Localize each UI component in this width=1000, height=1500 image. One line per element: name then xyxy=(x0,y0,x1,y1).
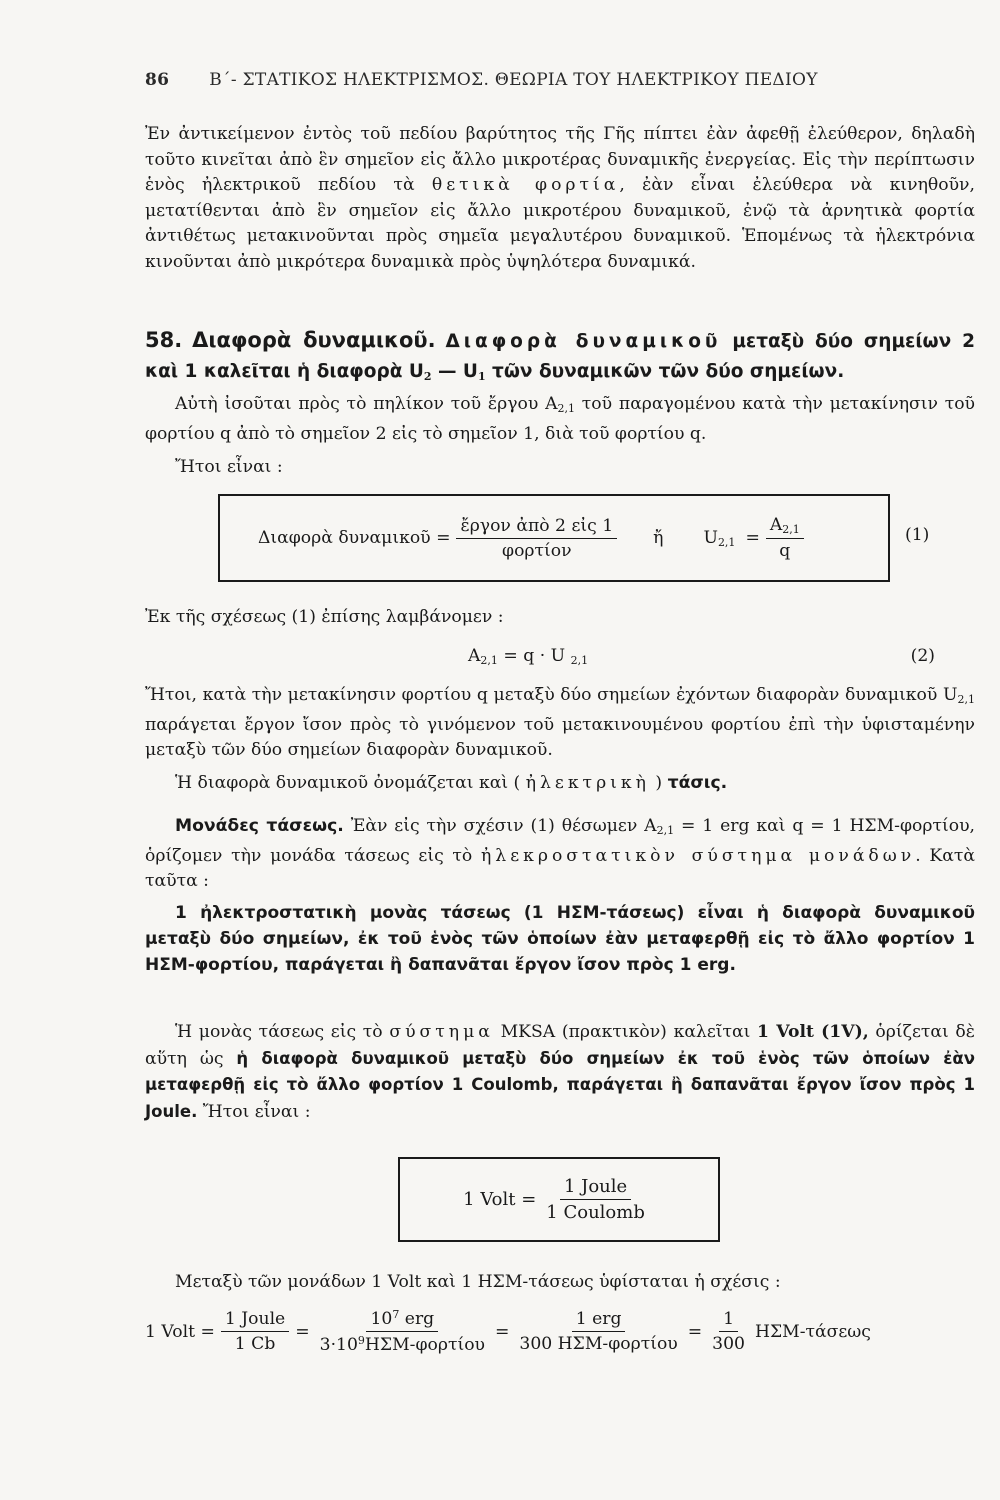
spaced-text: Διαφορὰ δυναμικοῦ xyxy=(445,331,722,352)
text: — U xyxy=(431,361,478,382)
equation-3-box xyxy=(398,1157,720,1242)
text: 10 xyxy=(370,1309,393,1329)
text: Ἡ διαφορὰ δυναμικοῦ ὀνομάζεται καὶ ( xyxy=(175,773,526,793)
subscript: 2 xyxy=(423,370,432,383)
eq4-lhs: 1 Volt = xyxy=(145,1321,215,1342)
eq3-numerator: 1 Joule xyxy=(560,1176,631,1200)
numerator xyxy=(366,1308,438,1332)
text: U xyxy=(703,527,718,548)
text: Αὐτὴ ἰσοῦται πρὸς τὸ πηλίκον τοῦ ἔργου A xyxy=(175,394,558,414)
text: Ἐὰν εἰς τὴν σχέσιν (1) θέσωμεν A xyxy=(343,816,657,836)
text: Μεταξὺ τῶν μονάδων 1 Volt καὶ 1 ΗΣΜ-τάσεως ὑφίσταται ἡ σχέσις : xyxy=(175,1272,781,1292)
section-58-heading xyxy=(145,325,975,392)
running-title: Β΄- ΣΤΑΤΙΚΟΣ ΗΛΕΚΤΡΙΣΜΟΣ. ΘΕΩΡΙΑ ΤΟΥ ΗΛΕΚΤΡΙΚΟΥ ΠΕΔΙΟΥ xyxy=(209,70,818,90)
eq1-or: ἤ xyxy=(653,528,664,548)
text: A xyxy=(769,515,783,535)
eq1-fraction xyxy=(456,516,617,561)
eq1-a-numerator xyxy=(766,515,804,539)
text: Ἐν ἀντικείμενον ἐντὸς τοῦ πεδίου βαρύτητος τῆς Γῆς πίπτει ἐὰν ἀφεθῇ ἐλεύθερον, δηλαδὴ τοῦτο κινεῖται ἀπὸ ἓν σημεῖον εἰς ἄλλο μικροτέρας δυναμικῆς ἐνεργείας. Εἰς τὴν περίπτωσιν ἑνὸς ἠλεκτρικοῦ πεδίου τὰ xyxy=(145,124,975,195)
superscript: 7 xyxy=(392,1308,400,1321)
eq4-fraction-3 xyxy=(515,1309,681,1354)
eq3-lhs: 1 Volt = xyxy=(463,1189,537,1210)
subscript: 2,1 xyxy=(717,535,736,549)
denominator: 300 ΗΣΜ-φορτίου xyxy=(519,1334,678,1354)
etoi-line: Ἤτοι εἶναι : xyxy=(175,457,283,477)
spaced-text: θετικὰ φορτία xyxy=(431,175,620,195)
eq1-numerator: ἔργον ἀπὸ 2 εἰς 1 xyxy=(456,516,617,539)
eq1-lhs: Διαφορὰ δυναμικοῦ = xyxy=(258,528,451,548)
bold-heading: Μονάδες τάσεως. xyxy=(175,816,344,836)
text: 3·10 xyxy=(319,1335,358,1355)
subscript: 2,1 xyxy=(570,654,589,667)
paragraph-work xyxy=(145,683,975,764)
text: = 1 erg καὶ q = 1 ΗΣΜ-φορτίου, ὁρίζομεν τὴν μονάδα τάσεως εἰς τὸ xyxy=(145,816,975,866)
eq2-body xyxy=(468,646,588,667)
bold-text: 1 Volt (1V), xyxy=(757,1022,869,1042)
bold-text: ἡ διαφορὰ δυναμικοῦ μεταξὺ δύο σημείων ἐκ τοῦ ἑνὸς τῶν ὁποίων ἐὰν μεταφερθῇ εἰς τὸ ἄλλο φορτίον 1 Coulomb, παράγεται ἢ δαπανᾶται ἔργον ἴσον πρὸς 1 Joule. xyxy=(145,1048,975,1121)
eq4-fraction-2 xyxy=(316,1308,489,1355)
page-number: 86 xyxy=(145,70,170,90)
text: ὁρίζεται δὲ αὕτη ὡς xyxy=(145,1022,975,1069)
numerator: 1 erg xyxy=(572,1309,626,1332)
subscript: 2,1 xyxy=(782,523,800,536)
equals: = xyxy=(687,1321,703,1342)
text: Ἤτοι εἶναι : xyxy=(197,1101,311,1122)
subscript: 2,1 xyxy=(557,402,575,415)
bold-text: 1 ἠλεκτροστατικὴ μονὰς τάσεως (1 ΗΣΜ-τάσεως) εἶναι ἡ διαφορὰ δυναμικοῦ μεταξὺ δύο σημείων, ἐκ τοῦ ἑνὸς τῶν ὁποίων ἐὰν μεταφερθῇ εἰς τὸ ἄλλο φορτίον 1 ΗΣΜ-φορτίου, παράγεται ἢ δαπανᾶται ἔργον ἴσον πρὸς 1 erg. xyxy=(145,903,975,975)
eq1-denominator: φορτίον xyxy=(502,540,572,561)
equals: = xyxy=(295,1321,310,1342)
subscript: 1 xyxy=(477,370,486,383)
spaced-text: σύστημα xyxy=(389,1022,494,1042)
paragraph-relation xyxy=(145,1270,975,1296)
text: παράγεται ἔργον ἴσον πρὸς τὸ γινόμενον τοῦ μετακινουμένου φορτίου ἐπὶ τὴν ὑφισταμένην μεταξὺ τῶν δύο σημείων διαφορὰν δυναμικοῦ. xyxy=(145,714,975,760)
eq4-tail: ΗΣΜ-τάσεως xyxy=(754,1321,871,1342)
eq3-fraction xyxy=(542,1176,649,1223)
spaced-text: ἠλεκροστατικὸν σύστημα μονάδων xyxy=(481,845,916,866)
paragraph-definition xyxy=(145,392,975,447)
eq1-q-denominator: q xyxy=(779,541,791,561)
paragraph-units xyxy=(145,814,975,895)
equation-1-tag: (1) xyxy=(905,525,930,545)
paragraph-voltage-name xyxy=(145,771,975,797)
equals: = xyxy=(495,1321,510,1342)
text: erg xyxy=(399,1309,435,1329)
page-header xyxy=(145,70,975,90)
text: τοῦ παραγομένου κατὰ τὴν μετακίνησιν τοῦ φορτίου q ἀπὸ τὸ σημεῖον 2 εἰς τὸ σημεῖον 1, διὰ τοῦ φορτίου q. xyxy=(145,394,976,444)
numerator: 1 Joule xyxy=(221,1309,289,1332)
eq1-equals: = xyxy=(745,528,760,548)
denominator: 1 Cb xyxy=(234,1334,276,1354)
text: , ἐὰν εἶναι ἐλεύθερα νὰ κινηθοῦν, μετατίθενται ἀπὸ ἓν σημεῖον εἰς ἄλλο μικροτέρου δυναμικοῦ, ἐνῷ τὰ ἀρνητικὰ φορτία ἀντιθέτως μετακινοῦνται πρὸς σημεῖα μεγαλυτέρου δυναμικοῦ. Ἑπομένως τὰ ἠλεκτρόνια κινοῦνται ἀπὸ μικρότερα δυναμικὰ πρὸς ὑψηλότερα δυναμικά. xyxy=(145,175,975,272)
text: A xyxy=(468,646,481,666)
subscript: 2,1 xyxy=(957,693,975,706)
paragraph-esu-definition xyxy=(145,900,975,978)
eq3-denominator: 1 Coulomb xyxy=(546,1202,645,1223)
eq1-fraction-2 xyxy=(766,515,804,561)
text: τῶν δυναμικῶν τῶν δύο σημείων. xyxy=(485,361,845,382)
text: ) xyxy=(649,773,668,793)
text: MKSA (πρακτικὸν) καλεῖται xyxy=(493,1022,758,1042)
equation-2-tag: (2) xyxy=(910,646,935,666)
text: Ἤτοι, κατὰ τὴν μετακίνησιν φορτίου q μεταξὺ δύο σημείων ἐχόντων διαφορὰν δυναμικοῦ U xyxy=(145,685,958,705)
text: Ἡ μονὰς τάσεως εἰς τὸ xyxy=(175,1022,390,1042)
subscript: 2,1 xyxy=(656,824,675,837)
paragraph-gravity xyxy=(145,122,975,275)
equation-1-box xyxy=(218,494,890,582)
paragraph-volt-definition xyxy=(145,1020,975,1125)
subscript: 2,1 xyxy=(480,654,498,667)
eq4-fraction-1 xyxy=(221,1309,289,1354)
paragraph-from-relation xyxy=(145,605,975,631)
section-number: 58. xyxy=(145,328,183,352)
section-title: Διαφορὰ δυναμικοῦ. xyxy=(192,328,436,352)
denominator xyxy=(316,1332,489,1355)
spaced-text: ἠλεκτρικὴ xyxy=(525,773,650,793)
text: μεταξὺ δύο σημείων 2 καὶ 1 καλεῖται ἡ διαφορὰ U xyxy=(145,331,976,382)
text: = q · U xyxy=(497,646,571,666)
text: . Κατὰ ταῦτα : xyxy=(145,845,975,891)
denominator: 300 xyxy=(712,1334,745,1354)
equation-4 xyxy=(145,1308,975,1355)
superscript: 9 xyxy=(357,1334,365,1347)
eq1-u xyxy=(703,528,735,549)
numerator: 1 xyxy=(719,1309,738,1332)
bold-text: τάσις. xyxy=(667,773,728,793)
text: ΗΣΜ-φορτίου xyxy=(364,1335,485,1355)
text: Ἐκ τῆς σχέσεως (1) ἐπίσης λαμβάνομεν : xyxy=(145,607,504,627)
eq4-fraction-4 xyxy=(708,1309,749,1354)
